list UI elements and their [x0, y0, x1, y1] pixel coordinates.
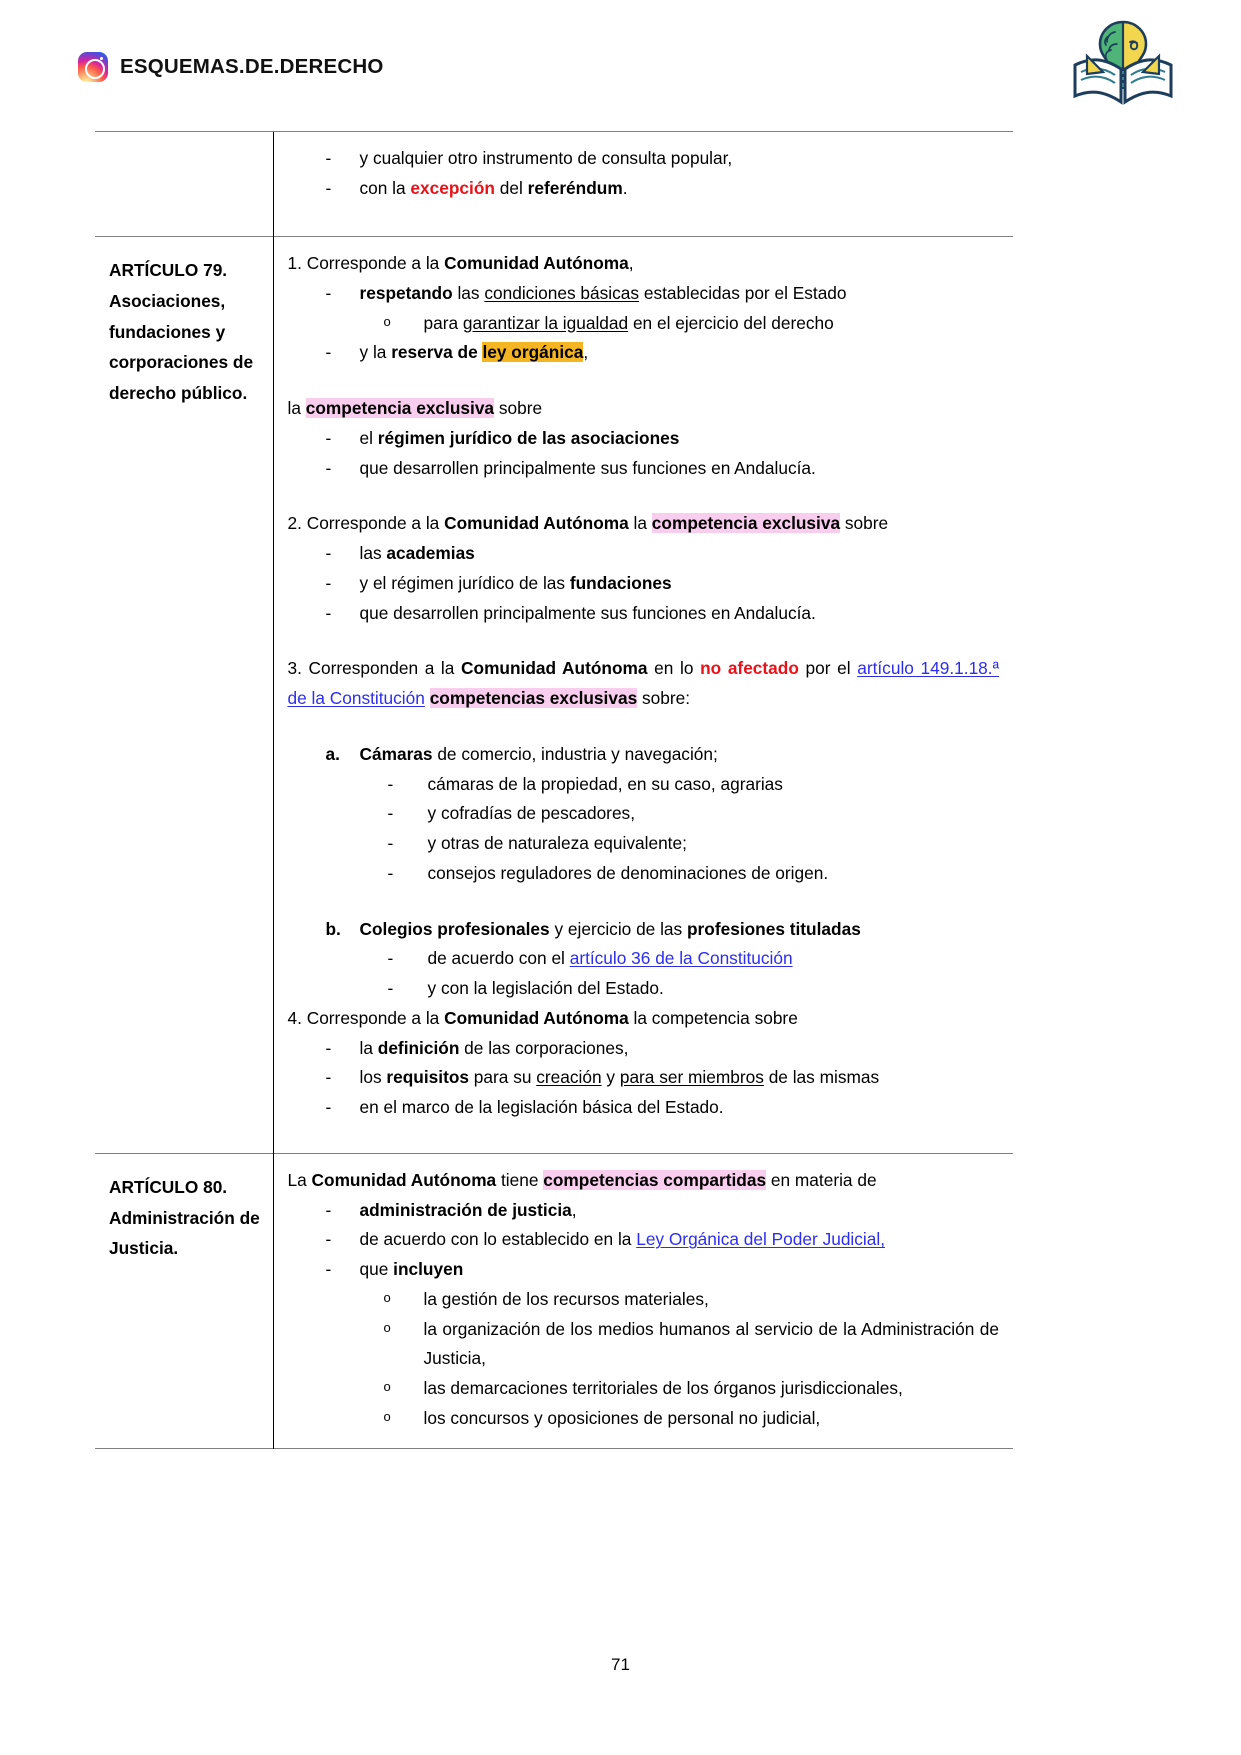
list-item	[388, 829, 1000, 859]
bullet-list	[288, 539, 1000, 628]
dash-bullet-icon: -	[387, 803, 394, 824]
list-item-text: respetando las condiciones básicas establecidas por el Estado	[359, 282, 847, 303]
dash-bullet-icon: -	[325, 1199, 332, 1220]
pink-highlight: competencia exclusiva	[651, 513, 841, 534]
list-item	[326, 1196, 1000, 1226]
dash-bullet-icon: -	[325, 177, 332, 198]
list-item	[326, 424, 1000, 454]
list-item	[388, 859, 1000, 889]
dash-bullet-icon: -	[325, 543, 332, 563]
dash-bullet-icon: -	[387, 978, 394, 998]
list-item-text: y con la legislación del Estado.	[427, 978, 664, 998]
dash-bullet-icon: -	[325, 148, 332, 168]
dash-bullet-icon: -	[325, 1067, 332, 1088]
table-row-articulo-79	[95, 237, 1013, 1154]
row-label-cell-articulo-80	[95, 1153, 273, 1448]
numbered-paragraph-2: 2. Corresponde a la Comunidad Autónoma la competencia exclusiva sobre	[287, 513, 889, 534]
list-item-a	[326, 740, 1000, 770]
dash-bullet-icon: -	[325, 282, 332, 303]
brand-block	[78, 52, 384, 82]
alpha-marker: b.	[325, 918, 341, 939]
list-item	[384, 1404, 1000, 1434]
bullet-list	[288, 279, 1000, 368]
list-item-text: consejos reguladores de denominaciones de origen.	[427, 862, 829, 883]
document-body	[95, 131, 1013, 1449]
list-item	[326, 144, 1000, 174]
row-label-cell-articulo-79	[95, 237, 273, 1154]
dash-bullet-icon: -	[325, 457, 332, 478]
lopj-link[interactable]: Ley Orgánica del Poder Judicial,	[636, 1229, 886, 1250]
list-item	[326, 1063, 1000, 1093]
list-item	[388, 944, 1000, 974]
table-bottom-rule	[95, 1448, 1013, 1449]
bottom-rule-right	[273, 1448, 1013, 1449]
dash-bullet-icon: -	[325, 1229, 332, 1250]
numbered-paragraph-1: 1. Corresponde a la Comunidad Autónoma,	[287, 253, 634, 273]
list-item	[326, 174, 1000, 204]
list-item-text: Cámaras de comercio, industria y navegación;	[359, 743, 718, 764]
spacer	[288, 483, 1000, 509]
bullet-list	[288, 1196, 1000, 1434]
article-title-line: Administración de	[109, 1207, 260, 1228]
article-title-line: Justicia.	[109, 1238, 179, 1259]
red-emphasis: excepción	[410, 177, 495, 198]
list-item	[388, 770, 1000, 800]
list-item	[384, 1285, 1000, 1315]
bullet-list	[288, 944, 1000, 1004]
dash-bullet-icon: -	[387, 862, 394, 883]
list-item-text: de acuerdo con el artículo 36 de la Constitución	[427, 948, 793, 969]
dash-bullet-icon: -	[325, 572, 332, 593]
article-title-line: corporaciones de	[109, 352, 254, 373]
numbered-paragraph-4: 4. Corresponde a la Comunidad Autónoma la competencia sobre	[287, 1007, 798, 1028]
list-item-text: y la reserva de ley orgánica,	[359, 342, 589, 363]
article-title-line: fundaciones y	[109, 321, 226, 342]
list-item-text: Colegios profesionales y ejercicio de las profesiones tituladas	[359, 918, 861, 939]
list-item-text: las demarcaciones territoriales de los órganos jurisdiccionales,	[423, 1378, 903, 1398]
list-item	[326, 1093, 1000, 1123]
list-item-text: y cualquier otro instrumento de consulta popular,	[359, 148, 733, 168]
dash-bullet-icon: -	[325, 342, 332, 363]
spacer	[288, 714, 1000, 740]
bottom-rule-left	[95, 1448, 273, 1449]
list-item-text: cámaras de la propiedad, en su caso, agrarias	[427, 773, 783, 794]
spacer	[288, 368, 1000, 394]
article-title-80	[95, 1154, 273, 1278]
list-item	[326, 1225, 1000, 1255]
page-header	[0, 0, 1241, 125]
list-item	[326, 1255, 1000, 1285]
article-title-line: ARTÍCULO 79.	[109, 260, 228, 280]
list-item	[326, 539, 1000, 569]
dash-bullet-icon: -	[325, 1037, 332, 1058]
circle-bullet-icon: o	[383, 313, 391, 329]
dash-bullet-icon: -	[325, 602, 332, 623]
pink-highlight: competencias exclusivas	[429, 688, 638, 708]
table-row-articulo-80	[95, 1153, 1013, 1448]
list-item	[326, 338, 1000, 368]
list-item	[326, 599, 1000, 629]
list-item-text: el régimen jurídico de las asociaciones	[359, 427, 680, 448]
table-row-continuation	[95, 132, 1013, 237]
instagram-icon	[78, 52, 108, 82]
subparagraph-competencia: la competencia exclusiva sobre	[287, 398, 543, 418]
list-item-b	[326, 915, 1000, 945]
spacer	[288, 1123, 1000, 1139]
brand-name: ESQUEMAS.DE.DERECHO	[120, 55, 384, 78]
dash-bullet-icon: -	[325, 427, 332, 448]
articles-table	[95, 131, 1013, 1449]
list-item-text: que desarrollen principalmente sus funciones en Andalucía.	[359, 457, 816, 478]
list-item-text: administración de justicia,	[359, 1199, 577, 1220]
row-content-cell-continuation	[273, 132, 1013, 237]
list-item-text: la organización de los medios humanos al servicio de la Administración de Justicia,	[423, 1318, 999, 1369]
list-item	[384, 1315, 1000, 1375]
bullet-list	[288, 144, 1000, 204]
list-item-text: para garantizar la igualdad en el ejercicio del derecho	[423, 312, 834, 333]
list-item-text: las academias	[359, 543, 475, 563]
list-item-text: y otras de naturaleza equivalente;	[427, 833, 687, 853]
spacer	[288, 889, 1000, 915]
list-item	[326, 279, 1000, 309]
article-title-79	[95, 237, 273, 423]
list-item-text: y el régimen jurídico de las fundaciones	[359, 572, 672, 593]
dash-bullet-icon: -	[387, 773, 394, 794]
constitution-article-36-link[interactable]: artículo 36 de la Constitución	[569, 948, 793, 969]
lettered-list	[288, 740, 1000, 770]
book-lightbulb-logo-icon	[1067, 12, 1179, 112]
list-item	[388, 974, 1000, 1004]
list-item-text: los concursos y oposiciones de personal no judicial,	[423, 1407, 821, 1428]
constitution-link[interactable]: artículo 149.1.18.ª de la Constitución	[287, 658, 999, 708]
spacer	[288, 628, 1000, 654]
list-item	[326, 569, 1000, 599]
bullet-list	[288, 1034, 1000, 1123]
article-title-line: Asociaciones,	[109, 290, 226, 311]
list-item	[326, 454, 1000, 484]
list-item-text: la gestión de los recursos materiales,	[423, 1288, 709, 1309]
list-item-text: con la excepción del referéndum.	[359, 177, 628, 198]
dash-bullet-icon: -	[387, 833, 394, 853]
list-item-text: los requisitos para su creación y para ser miembros de las mismas	[359, 1067, 880, 1088]
alpha-marker: a.	[325, 743, 340, 764]
list-item	[384, 1374, 1000, 1404]
pink-highlight: competencias compartidas	[543, 1169, 767, 1190]
list-item	[326, 1034, 1000, 1064]
numbered-paragraph-3: 3. Corresponden a la Comunidad Autónoma en lo no afectado por el artículo 149.1.18.ª de la Constitución competencias exclusivas sobre:	[287, 658, 999, 708]
intro-paragraph: La Comunidad Autónoma tiene competencias compartidas en materia de	[287, 1169, 877, 1190]
row-label-cell-empty	[95, 132, 273, 237]
circle-bullet-icon: o	[383, 1408, 391, 1424]
list-item-text: que desarrollen principalmente sus funciones en Andalucía.	[359, 602, 816, 623]
dash-bullet-icon: -	[387, 948, 394, 969]
list-item-text: que incluyen	[359, 1259, 464, 1279]
list-item-text: y cofradías de pescadores,	[427, 803, 635, 824]
article-title-line: ARTÍCULO 80.	[109, 1176, 228, 1197]
circle-bullet-icon: o	[383, 1319, 391, 1335]
bullet-list	[288, 424, 1000, 484]
red-emphasis: no afectado	[700, 658, 799, 679]
pink-highlight: competencia exclusiva	[305, 398, 495, 418]
list-item-text: en el marco de la legislación básica del Estado.	[359, 1097, 724, 1117]
row-content-cell-articulo-80	[273, 1153, 1013, 1448]
lettered-list	[288, 915, 1000, 945]
page-number: 71	[611, 1655, 630, 1674]
list-item	[384, 309, 1000, 339]
circle-bullet-icon: o	[383, 1289, 391, 1305]
list-item-text: de acuerdo con lo establecido en la Ley Orgánica del Poder Judicial,	[359, 1229, 886, 1250]
list-item	[388, 799, 1000, 829]
row-content-cell-articulo-79	[273, 237, 1013, 1154]
article-title-line: derecho público.	[109, 383, 248, 404]
dash-bullet-icon: -	[325, 1259, 332, 1279]
circle-bullet-icon: o	[383, 1379, 391, 1394]
list-item-text: la definición de las corporaciones,	[359, 1037, 629, 1058]
bullet-list	[288, 770, 1000, 889]
dash-bullet-icon: -	[325, 1097, 332, 1117]
orange-highlight: ley orgánica	[482, 342, 584, 363]
